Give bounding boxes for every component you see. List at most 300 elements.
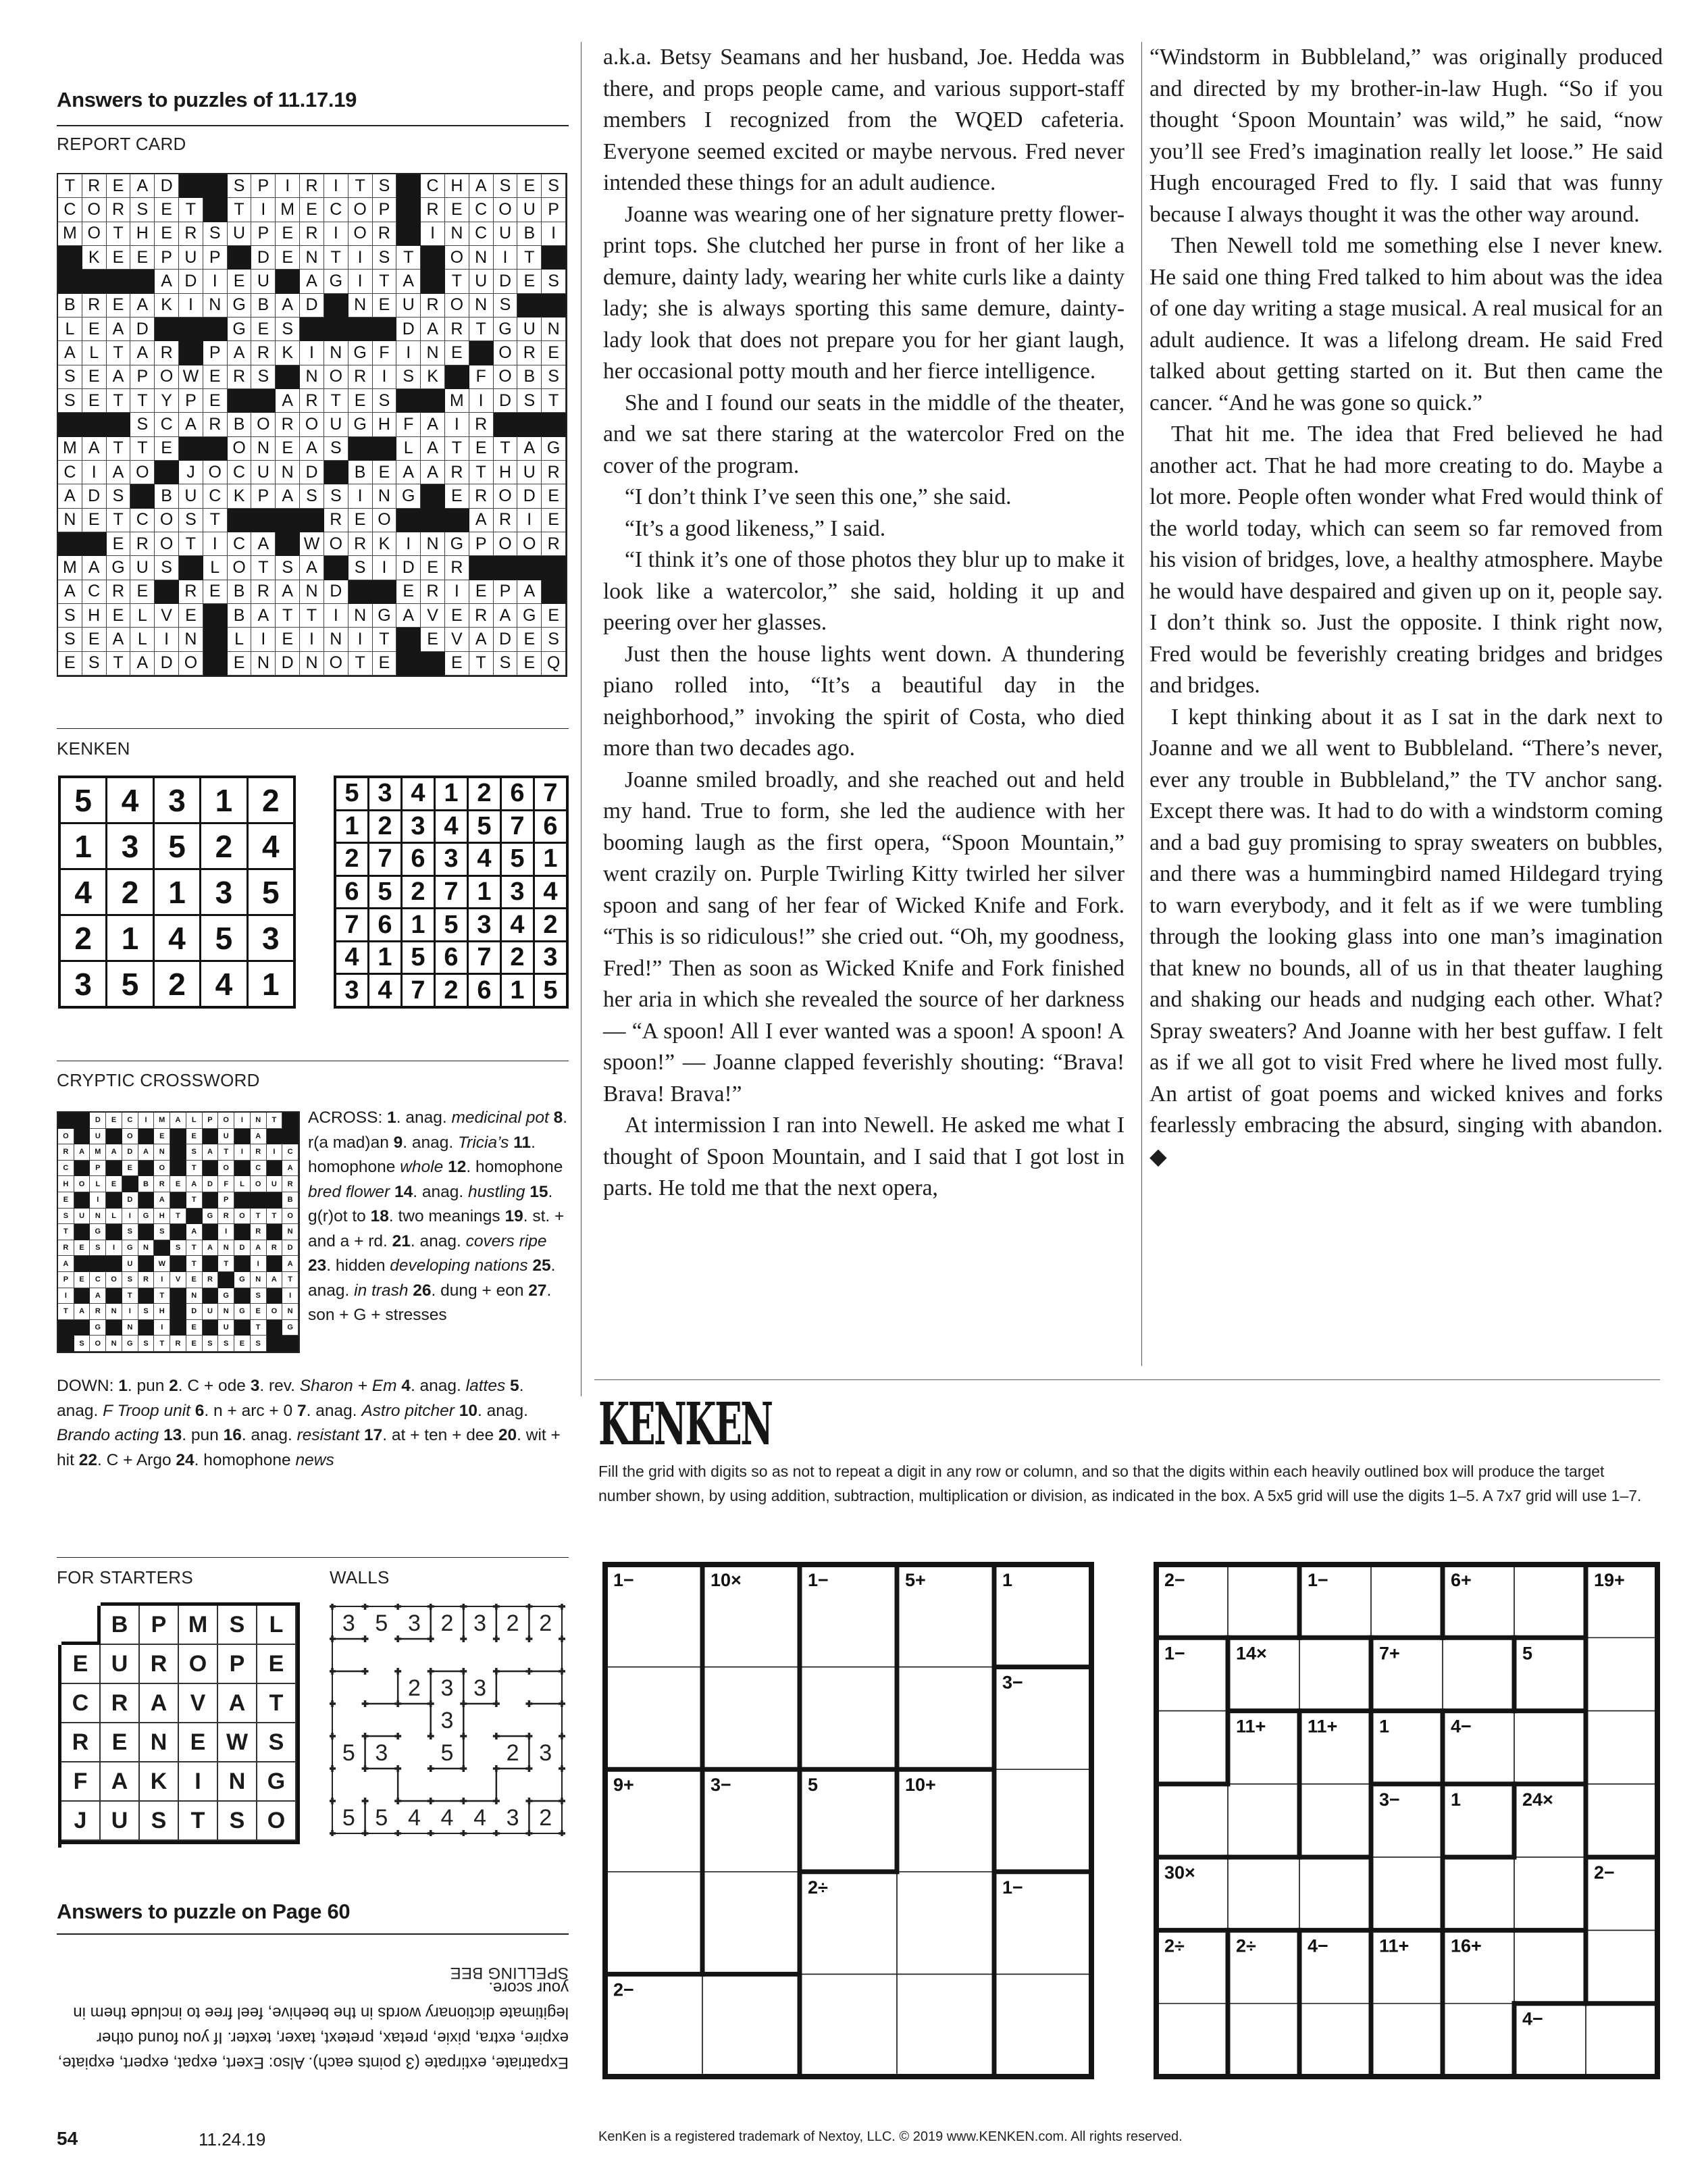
letter-cell: R [421, 580, 445, 604]
letter-cell: O [445, 246, 469, 270]
letter-cell: S [218, 1336, 234, 1352]
letter-cell: O [82, 198, 107, 222]
puzzle-cell[interactable] [994, 1974, 1091, 2077]
letter-cell: E [542, 341, 566, 365]
letter-cell: G [122, 1240, 138, 1256]
letter-cell: G [373, 604, 397, 628]
letter-cell: E [445, 652, 469, 676]
letter-cell: R [469, 484, 494, 508]
letter-cell: G [234, 1304, 251, 1320]
answer-digit: 3 [155, 778, 199, 822]
letter-cell: D [300, 461, 324, 484]
walls-number: 2 [539, 1805, 552, 1831]
letter-cell: F [61, 1762, 101, 1802]
letter-cell: O [257, 1802, 296, 1841]
letter-cell: I [234, 1144, 251, 1161]
divider [57, 125, 569, 126]
puzzle-cell[interactable] [1586, 2004, 1657, 2077]
puzzle-cell[interactable] [1586, 1930, 1657, 2003]
answer-digit: 5 [336, 778, 367, 809]
letter-cell: D [122, 1192, 138, 1209]
letter-cell: S [228, 174, 252, 198]
black-square [74, 1224, 91, 1240]
letter-cell: A [130, 341, 155, 365]
letter-cell: T [107, 509, 131, 532]
walls-number: 3 [539, 1740, 552, 1766]
letter-cell: T [218, 1256, 234, 1272]
letter-cell: T [276, 604, 300, 628]
answer-digit: 6 [403, 844, 434, 875]
letter-cell: I [154, 1272, 170, 1288]
letter-cell: C [130, 509, 155, 532]
letter-cell: N [154, 1144, 170, 1161]
puzzle-cell[interactable] [1514, 1930, 1586, 2003]
answer-digit: 6 [502, 778, 533, 809]
walls-number: 2 [407, 1675, 421, 1701]
black-square [267, 1161, 283, 1177]
letter-cell: S [300, 484, 324, 508]
puzzle-cell[interactable] [702, 1974, 800, 2077]
black-square [203, 1129, 219, 1145]
letter-cell: E [421, 556, 445, 580]
black-square [251, 389, 276, 413]
letter-cell: C [421, 174, 445, 198]
black-square [517, 556, 542, 580]
answer-digit: 3 [469, 909, 500, 940]
black-square [282, 1336, 299, 1352]
puzzle-cell[interactable] [1228, 1565, 1299, 1637]
black-square [58, 1336, 74, 1352]
letter-cell: N [542, 318, 566, 341]
letter-cell: S [170, 1240, 186, 1256]
cage-label: 6+ [1451, 1570, 1472, 1590]
puzzle-cell[interactable] [702, 1872, 800, 1975]
answer-digit: 7 [502, 811, 533, 842]
answer-digit: 2 [369, 811, 400, 842]
letter-cell: C [469, 222, 494, 246]
letter-cell: U [517, 461, 542, 484]
puzzle-cell[interactable] [1156, 1784, 1228, 1857]
black-square [445, 509, 469, 532]
letter-cell: D [234, 1240, 251, 1256]
answer-digit: 3 [201, 870, 246, 914]
walls-number: 3 [506, 1805, 519, 1831]
puzzle-cell[interactable] [1228, 2004, 1299, 2077]
letter-cell: R [61, 1723, 101, 1762]
letter-cell: K [421, 365, 445, 389]
answers-title: Answers to puzzles of 11.17.19 [57, 88, 357, 111]
letter-cell: E [107, 174, 131, 198]
column-divider [1141, 42, 1142, 1366]
letter-cell: G [348, 341, 373, 365]
letter-cell: D [155, 652, 179, 676]
letter-cell: E [82, 318, 107, 341]
black-square [276, 270, 300, 293]
black-square [267, 1192, 283, 1209]
cage-label: 1 [1451, 1789, 1462, 1810]
letter-cell: L [130, 604, 155, 628]
letter-cell: I [122, 1209, 138, 1225]
for-starters-grid [58, 1602, 300, 1844]
cage-label: 4− [1522, 2008, 1543, 2029]
letter-cell: E [251, 1304, 267, 1320]
letter-cell: O [324, 652, 348, 676]
letter-cell: U [517, 198, 542, 222]
letter-cell: I [179, 1762, 218, 1802]
letter-cell: R [494, 509, 518, 532]
black-square [106, 1161, 122, 1177]
letter-cell: A [82, 437, 107, 461]
answer-digit: 1 [336, 811, 367, 842]
letter-cell: E [469, 580, 494, 604]
letter-cell: T [58, 1304, 74, 1320]
black-square [421, 509, 445, 532]
letter-cell: A [276, 580, 300, 604]
letter-cell: E [82, 628, 107, 651]
letter-cell: D [179, 270, 203, 293]
answer-digit: 3 [502, 877, 533, 908]
letter-cell: S [58, 389, 82, 413]
letter-cell: N [300, 652, 324, 676]
puzzle-cell[interactable] [1586, 1637, 1657, 1710]
letter-cell: E [82, 509, 107, 532]
answer-digit: 2 [201, 824, 246, 868]
letter-cell: E [251, 318, 276, 341]
black-square [396, 174, 421, 198]
letter-cell: A [396, 461, 421, 484]
walls-number: 5 [375, 1805, 388, 1831]
letter-cell: P [203, 341, 228, 365]
letter-cell: E [348, 509, 373, 532]
answer-digit: 4 [249, 824, 293, 868]
letter-cell: N [122, 1320, 138, 1336]
letter-cell: O [154, 1161, 170, 1177]
letter-cell: N [106, 1304, 122, 1320]
letter-cell: R [90, 1304, 106, 1320]
walls-number: 3 [440, 1708, 454, 1733]
walls-number: 2 [539, 1610, 552, 1636]
puzzle-cell[interactable] [1514, 1711, 1586, 1784]
letter-cell: A [517, 437, 542, 461]
black-square [106, 1288, 122, 1304]
black-square [494, 413, 518, 436]
black-square [469, 341, 494, 365]
letter-cell: A [140, 1684, 179, 1723]
puzzle-cell[interactable] [1443, 2004, 1514, 2077]
letter-cell: S [130, 198, 155, 222]
letter-cell: P [155, 246, 179, 270]
letter-cell: R [348, 532, 373, 556]
black-square [130, 270, 155, 293]
letter-cell: K [373, 532, 397, 556]
puzzle-cell[interactable] [1156, 1711, 1228, 1784]
letter-cell: A [203, 1144, 219, 1161]
letter-cell: A [203, 1240, 219, 1256]
letter-cell: I [445, 413, 469, 436]
letter-cell: U [101, 1645, 140, 1684]
letter-cell: G [138, 1209, 155, 1225]
letter-cell: E [155, 222, 179, 246]
letter-cell: B [101, 1606, 140, 1645]
letter-cell: E [82, 389, 107, 413]
letter-cell: R [282, 1176, 299, 1192]
letter-cell: P [179, 389, 203, 413]
black-square [276, 365, 300, 389]
letter-cell: R [469, 413, 494, 436]
letter-cell: I [324, 174, 348, 198]
black-square [234, 1288, 251, 1304]
letter-cell: E [74, 1272, 91, 1288]
puzzle-cell[interactable] [1156, 2004, 1228, 2077]
letter-cell: D [396, 318, 421, 341]
answer-digit: 2 [107, 870, 152, 914]
black-square [138, 1320, 155, 1336]
letter-cell: E [155, 198, 179, 222]
answer-digit: 2 [403, 877, 434, 908]
cage-label: 5 [1522, 1643, 1533, 1664]
letter-cell: E [74, 1240, 91, 1256]
puzzle-cell[interactable] [800, 1667, 897, 1770]
article-paragraph: Just then the house lights went down. A thundering piano rolled into, “It’s a beautiful day in the neighborhood,” invoking the spirit of Costa, who died more than two decades ago. [603, 641, 1125, 761]
cage-label: 3− [710, 1775, 731, 1796]
answer-digit: 4 [403, 778, 434, 809]
letter-cell: U [324, 413, 348, 436]
answer-digit: 2 [502, 942, 533, 973]
cryptic-across-clues: ACROSS: 1. anag. medicinal pot 8. r(a mad)an 9. anag. Tricia’s 11. homophone whole 12. homophone bred flower 14. anag. hustling 15. g(r)ot to 18. two meanings 19. st. + and a + rd. 21. anag. covers ripe 23. hidden developing nations 25. anag. in trash 26. dung + eon 27. son + G + stresses [308, 1109, 568, 1324]
article-paragraph: I kept thinking about it as I sat in the dark next to Joanne and we all went to Bubbleland. “There’s never, ever any trouble in Bubbleland,” the TV anchor sang. Except there was. It had to do with a windstorm coming and a bad guy promising to spray sweaters on bubbles, and there was a hummingbird named Hildegard trying to warn everybody, and it felt as if we were tumbling through the looking glass into one man’s imagination that knew no bounds, all of us in that theater laughing and shaking our heads and nudging each other. What? Spray sweaters? And Joanne with her best guffaw. I felt as if we all got to visit Fred where he lived most fully. An artist of goat poems and wicked knives and forks fearlessly embracing the absurd, singing with abandon. ◆ [1149, 704, 1663, 1169]
black-square [106, 1192, 122, 1209]
letter-cell: U [251, 270, 276, 293]
puzzle-cell[interactable] [1443, 1637, 1514, 1710]
letter-cell: R [421, 198, 445, 222]
letter-cell: N [251, 437, 276, 461]
answer-digit: 3 [107, 824, 152, 868]
letter-cell: O [179, 652, 203, 676]
letter-cell: S [324, 437, 348, 461]
letter-cell: B [155, 484, 179, 508]
letter-cell: H [494, 461, 518, 484]
answer-digit: 1 [61, 824, 105, 868]
answer-digit: 2 [61, 916, 105, 960]
black-square [138, 1192, 155, 1209]
letter-cell: T [130, 389, 155, 413]
letter-cell: A [300, 270, 324, 293]
letter-cell: M [276, 198, 300, 222]
black-square [203, 198, 228, 222]
puzzle-cell[interactable] [1228, 1857, 1299, 1930]
letter-cell: R [138, 1272, 155, 1288]
letter-cell: O [324, 365, 348, 389]
black-square [138, 1161, 155, 1177]
letter-cell: T [186, 1161, 203, 1177]
letter-cell: E [130, 246, 155, 270]
puzzle-cell[interactable] [994, 1769, 1091, 1872]
letter-cell: R [107, 198, 131, 222]
letter-cell: A [107, 461, 131, 484]
black-square [170, 1320, 186, 1336]
letter-cell: D [494, 389, 518, 413]
walls-number: 2 [506, 1610, 519, 1636]
puzzle-cell[interactable] [1299, 1857, 1371, 1930]
puzzle-cell[interactable] [897, 1872, 994, 1975]
letter-cell: G [122, 1336, 138, 1352]
letter-cell: E [82, 365, 107, 389]
puzzle-cell[interactable] [1443, 1857, 1514, 1930]
black-square [107, 270, 131, 293]
black-square [138, 1129, 155, 1145]
puzzle-cell[interactable] [1371, 1857, 1443, 1930]
letter-cell: O [90, 1336, 106, 1352]
letter-cell: E [154, 1129, 170, 1145]
letter-cell: R [82, 294, 107, 318]
letter-cell: C [58, 198, 82, 222]
letter-cell: A [130, 652, 155, 676]
letter-cell: I [179, 294, 203, 318]
answer-digit: 5 [436, 909, 467, 940]
letter-cell: T [228, 198, 252, 222]
letter-cell: T [469, 461, 494, 484]
cage-label: 5+ [905, 1570, 926, 1590]
letter-cell: E [517, 270, 542, 293]
puzzle-cell[interactable] [1514, 1857, 1586, 1930]
puzzle-cell[interactable] [1514, 1565, 1586, 1637]
black-square [122, 1176, 138, 1192]
letter-cell: S [154, 1224, 170, 1240]
letter-cell: O [251, 1176, 267, 1192]
letter-cell: N [106, 1336, 122, 1352]
puzzle-cell[interactable] [1586, 1711, 1657, 1784]
puzzle-cell[interactable] [1371, 2004, 1443, 2077]
letter-cell: R [324, 509, 348, 532]
letter-cell: U [101, 1802, 140, 1841]
letter-cell: I [373, 365, 397, 389]
black-square [251, 509, 276, 532]
letter-cell: A [82, 556, 107, 580]
walls-number: 4 [440, 1805, 454, 1831]
letter-cell: I [300, 341, 324, 365]
letter-cell: N [251, 652, 276, 676]
letter-cell: O [517, 532, 542, 556]
letter-cell: D [282, 1240, 299, 1256]
letter-cell: H [130, 222, 155, 246]
letter-cell: P [203, 246, 228, 270]
letter-cell: E [203, 580, 228, 604]
puzzle-cell[interactable] [605, 1667, 702, 1770]
letter-cell: T [107, 437, 131, 461]
letter-cell: T [542, 389, 566, 413]
answer-digit: 5 [403, 942, 434, 973]
puzzle-cell[interactable] [702, 1667, 800, 1770]
puzzle-cell[interactable] [1586, 1784, 1657, 1857]
letter-cell: K [82, 246, 107, 270]
letter-cell: G [324, 270, 348, 293]
letter-cell: A [58, 484, 82, 508]
letter-cell: R [251, 1224, 267, 1240]
letter-cell: O [218, 1161, 234, 1177]
puzzle-cell[interactable] [1299, 1637, 1371, 1710]
black-square [74, 1129, 91, 1145]
puzzle-cell[interactable] [1228, 1784, 1299, 1857]
letter-cell: S [396, 365, 421, 389]
puzzle-cell[interactable] [605, 1872, 702, 1975]
letter-cell: D [82, 484, 107, 508]
letter-cell: A [421, 437, 445, 461]
puzzle-cell[interactable] [1299, 1784, 1371, 1857]
letter-cell: A [421, 413, 445, 436]
cage-label: 2÷ [1236, 1935, 1256, 1956]
letter-cell: R [155, 341, 179, 365]
letter-cell: A [130, 294, 155, 318]
black-square [155, 318, 179, 341]
letter-cell: T [282, 1272, 299, 1288]
letter-cell: I [251, 628, 276, 651]
letter-cell: M [445, 389, 469, 413]
article-paragraph: Then Newell told me something else I never knew. He said one thing Fred talked to him about was the idea of one day writing a stage musical. A real musical for an adult audience. It was a lifelong dream. He said Fred talked about getting started on it. But then came the cancer. “And he was gone so quick.” [1149, 233, 1663, 415]
letter-cell: S [218, 1606, 257, 1645]
letter-cell: A [469, 628, 494, 651]
answer-digit: 3 [535, 942, 566, 973]
letter-cell: G [396, 484, 421, 508]
letter-cell: R [140, 1645, 179, 1684]
kenken-7x7-puzzle[interactable] [1152, 1560, 1661, 2081]
letter-cell: R [445, 556, 469, 580]
letter-cell: T [300, 604, 324, 628]
black-square [74, 1320, 91, 1336]
puzzle-cell[interactable] [1299, 2004, 1371, 2077]
letter-cell: L [130, 628, 155, 651]
letter-cell: T [494, 437, 518, 461]
black-square [373, 437, 397, 461]
black-square [155, 461, 179, 484]
letter-cell: S [373, 389, 397, 413]
puzzle-cell[interactable] [897, 1974, 994, 2077]
letter-cell: V [155, 604, 179, 628]
cage-label: 19+ [1594, 1570, 1625, 1590]
letter-cell: E [228, 652, 252, 676]
kenken-answers-label: KENKEN [57, 738, 130, 759]
puzzle-cell[interactable] [1371, 1565, 1443, 1637]
letter-cell: I [396, 532, 421, 556]
letter-cell: S [542, 270, 566, 293]
black-square [373, 318, 397, 341]
letter-cell: B [517, 222, 542, 246]
puzzle-cell[interactable] [800, 1974, 897, 2077]
cage-label: 1 [1379, 1716, 1390, 1737]
letter-cell: A [421, 461, 445, 484]
answer-digit: 1 [201, 778, 246, 822]
cage-label: 11+ [1236, 1716, 1266, 1737]
walls-number: 5 [440, 1740, 454, 1766]
cage-label: 1− [1002, 1877, 1023, 1898]
black-square [421, 246, 445, 270]
letter-cell: O [234, 1209, 251, 1225]
letter-cell: O [324, 532, 348, 556]
letter-cell: N [421, 341, 445, 365]
letter-cell: B [517, 365, 542, 389]
black-square [469, 556, 494, 580]
puzzle-cell[interactable] [897, 1667, 994, 1770]
walls-number: 3 [407, 1610, 421, 1636]
answer-digit: 1 [502, 975, 533, 1006]
letter-cell: R [300, 222, 324, 246]
cage-label: 3− [1002, 1672, 1023, 1693]
letter-cell: P [140, 1606, 179, 1645]
answer-digit: 2 [535, 909, 566, 940]
letter-cell: A [276, 294, 300, 318]
black-square [58, 246, 82, 270]
letter-cell: G [234, 1272, 251, 1288]
kenken-5x5-puzzle[interactable] [601, 1560, 1095, 2081]
